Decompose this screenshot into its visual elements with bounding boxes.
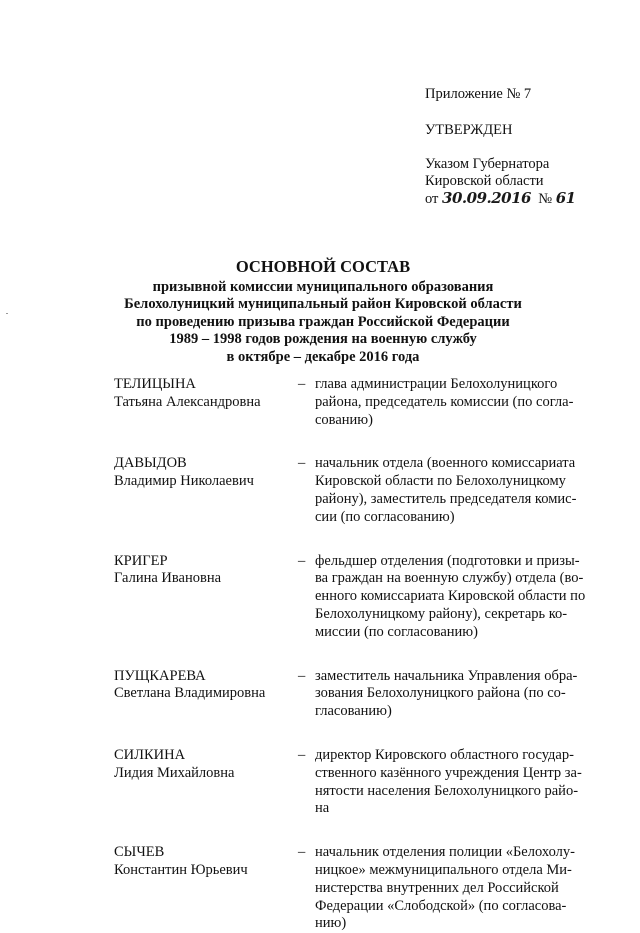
role-line: фельдшер отделения (подготовки и призы- <box>315 552 580 569</box>
member-role <box>315 844 594 933</box>
role-line: Белохолуницкому району), секретарь ко- <box>315 605 568 622</box>
member-surname: КРИГЕР <box>114 552 168 569</box>
document-heading <box>100 258 546 366</box>
heading-line: Белохолуницкий муниципальный район Кировской области <box>124 296 522 312</box>
document-title: ОСНОВНОЙ СОСТАВ <box>235 257 411 276</box>
dash: – <box>298 376 306 392</box>
dash: – <box>298 746 306 763</box>
role-line: заместитель начальника Управления обра- <box>315 667 578 684</box>
decree-prefix: от <box>425 191 439 207</box>
member-surname: ТЕЛИЦЫНА <box>114 376 196 392</box>
role-line: сии (по согласованию) <box>315 508 455 525</box>
role-line: сованию) <box>315 411 373 428</box>
role-line: района, председатель комиссии (по согла- <box>315 393 574 410</box>
margin-mark <box>6 313 8 314</box>
approval-block <box>425 86 625 208</box>
role-line: зования Белохолуницкого района (по со- <box>315 685 566 702</box>
heading-line: 1989 – 1998 годов рождения на военную службу <box>169 331 477 347</box>
decree-date: 30.09.2016 <box>442 189 531 207</box>
role-line: гласованию) <box>315 703 392 720</box>
member-name <box>114 455 294 491</box>
role-line: Кировской области по Белохолуницкому <box>315 473 566 490</box>
member-given-names: Лидия Михайловна <box>114 764 235 781</box>
decree-number: 61 <box>555 189 576 207</box>
member-name <box>114 747 294 783</box>
member-surname: СЫЧЕВ <box>114 844 165 861</box>
member-entry <box>114 376 604 429</box>
member-given-names: Галина Ивановна <box>114 570 222 587</box>
member-role <box>315 455 594 526</box>
member-role <box>315 553 594 642</box>
decree-line-1: Указом Губернатора <box>425 156 550 172</box>
member-role <box>315 376 594 429</box>
heading-line: по проведению призыва граждан Российской Федерации <box>136 313 510 330</box>
role-line: ва граждан на военную службу) отдела (во- <box>315 570 584 587</box>
member-entry <box>114 747 604 818</box>
member-name <box>114 376 294 412</box>
member-surname: ДАВЫДОВ <box>114 455 187 472</box>
role-line: ницкое» межмуниципального отдела Ми- <box>315 861 572 878</box>
member-entry <box>114 455 604 526</box>
decree-date-line <box>425 190 625 208</box>
decree-line-2: Кировской области <box>425 173 544 189</box>
member-given-names: Владимир Николаевич <box>114 473 254 490</box>
member-entry <box>114 844 604 933</box>
member-role <box>315 747 594 818</box>
role-line: нятости населения Белохолуницкого райо- <box>315 782 579 799</box>
member-name <box>114 668 294 704</box>
role-line: на <box>315 800 330 817</box>
members-list <box>114 376 604 933</box>
member-given-names: Светлана Владимировна <box>114 685 266 702</box>
heading-line: в октябре – декабре 2016 года <box>226 348 420 365</box>
dash: – <box>298 667 306 684</box>
member-role <box>315 668 594 721</box>
role-line: директор Кировского областного государ- <box>315 746 574 763</box>
dash: – <box>298 455 306 472</box>
member-name <box>114 553 294 589</box>
role-line: нию) <box>315 915 347 932</box>
role-line: миссии (по согласованию) <box>315 623 478 640</box>
role-line: Федерации «Слободской» (по согласова- <box>315 897 567 914</box>
member-entry <box>114 553 604 642</box>
member-surname: СИЛКИНА <box>114 746 186 763</box>
member-entry <box>114 668 604 721</box>
approved-label: УТВЕРЖДЕН <box>425 122 513 138</box>
role-line: начальник отделения полиции «Белохолу- <box>315 844 575 861</box>
member-surname: ПУЩКАРЕВА <box>114 667 206 684</box>
role-line: глава администрации Белохолуницкого <box>315 376 558 392</box>
heading-line: призывной комиссии муниципального образования <box>152 278 494 295</box>
decree-number-prefix: № <box>538 191 553 207</box>
role-line: енного комиссариата Кировской области по <box>315 588 586 605</box>
appendix-label: Приложение № 7 <box>425 86 532 102</box>
role-line: району), заместитель председателя комис- <box>315 490 577 507</box>
role-line: ственного казённого учреждения Центр за- <box>315 764 582 781</box>
member-given-names: Татьяна Александровна <box>114 393 261 410</box>
member-given-names: Константин Юрьевич <box>114 861 248 878</box>
role-line: нистерства внутренних дел Российской <box>315 879 559 896</box>
dash: – <box>298 844 306 861</box>
role-line: начальник отдела (военного комиссариата <box>315 455 576 472</box>
member-name <box>114 844 294 880</box>
dash: – <box>298 552 306 569</box>
